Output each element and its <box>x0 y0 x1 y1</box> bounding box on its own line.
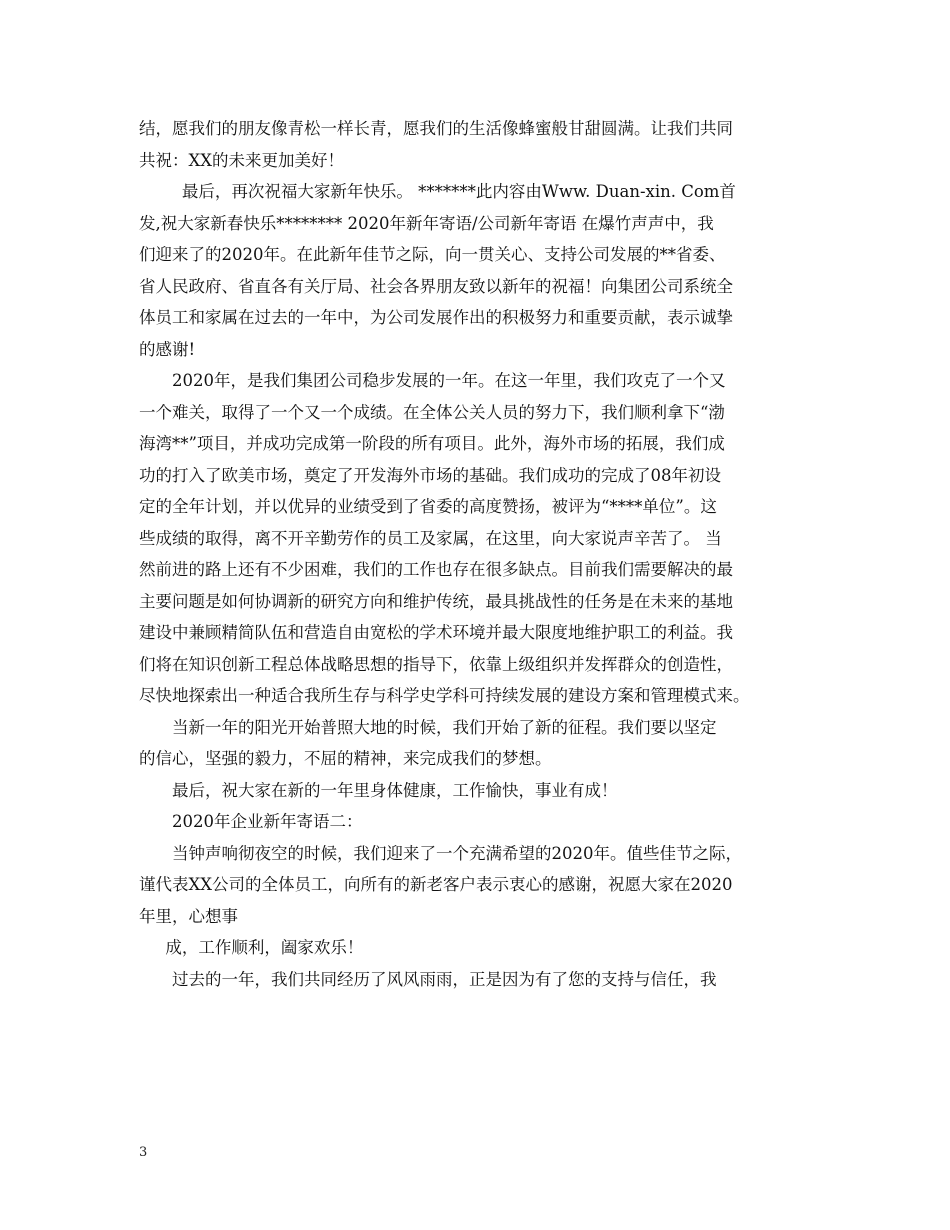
text-line: 定的全年计划，并以优异的业绩受到了省委的高度赞扬，被评为“****单位”。这 <box>139 497 717 516</box>
text-line: 一个难关，取得了一个又一个成绩。在全体公关人员的努力下，我们顺利拿下“渤 <box>139 402 725 422</box>
text-line: 省人民政府、省直各有关厅局、社会各界朋友致以新年的祝福！向集团公司系统全 <box>139 276 733 296</box>
text-line: 年里，心想事 <box>139 906 238 926</box>
text-line: 谨代表XX公司的全体员工，向所有的新老客户表示衷心的感谢，祝愿大家在2020 <box>139 875 733 894</box>
text-line: 们将在知识创新工程总体战略思想的指导下，依靠上级组织并发挥群众的创造性， <box>139 654 733 674</box>
text-line: 的信心，坚强的毅力，不屈的精神，来完成我们的梦想。 <box>139 749 552 768</box>
text-line: 建设中兼顾精简队伍和营造自由宽松的学术环境并最大限度地维护职工的利益。我 <box>139 623 733 642</box>
text-line: 然前进的路上还有不少困难，我们的工作也存在很多缺点。目前我们需要解决的最 <box>139 560 733 579</box>
text-line: 发,祝大家新春快乐******** 2020年新年寄语/公司新年寄语 在爆竹声声中，我 <box>139 213 714 233</box>
text-line: 过去的一年，我们共同经历了风风雨雨，正是因为有了您的支持与信任，我 <box>172 969 717 989</box>
text-line: 2020年，是我们集团公司稳步发展的一年。在这一年里，我们攻克了一个又 <box>172 371 726 390</box>
text-line: 们迎来了的2020年。在此新年佳节之际，向一贯关心、支持公司发展的**省委、 <box>139 245 726 264</box>
text-line: 当钟声响彻夜空的时候，我们迎来了一个充满希望的2020年。值些佳节之际， <box>172 843 742 863</box>
text-line: 的感谢! <box>139 339 196 359</box>
text-line: 体员工和家属在过去的一年中，为公司发展作出的积极努力和重要贡献，表示诚挚 <box>139 308 733 327</box>
text-line: 2020年企业新年寄语二： <box>172 812 363 831</box>
page-number: 3 <box>139 1145 148 1160</box>
text-line: 结，愿我们的朋友像青松一样长青，愿我们的生活像蜂蜜般甘甜圆满。让我们共同 <box>139 119 733 138</box>
text-line: 主要问题是如何协调新的研究方向和维护传统，最具挑战性的任务是在未来的基地 <box>139 591 733 611</box>
text-line: 当新一年的阳光开始普照大地的时候，我们开始了新的征程。我们要以坚定 <box>172 717 717 737</box>
text-line: 些成绩的取得，离不开辛勤劳作的员工及家属，在这里，向大家说声辛苦了。 当 <box>139 528 722 548</box>
text-line: 成，工作顺利，阖家欢乐！ <box>165 938 364 957</box>
text-line: 尽快地探索出一种适合我所生存与科学史学科可持续发展的建设方案和管理模式来。 <box>139 686 750 705</box>
text-line: 最后，再次祝福大家新年快乐。 *******此内容由Www. Duan-xin. Com首 <box>181 182 736 201</box>
text-line: 最后，祝大家在新的一年里身体健康，工作愉快，事业有成！ <box>172 780 618 800</box>
text-line: 功的打入了欧美市场，奠定了开发海外市场的基础。我们成功的完成了08年初设 <box>139 465 721 485</box>
text-line: 海湾**”项目，并成功完成第一阶段的所有项目。此外，海外市场的拓展，我们成 <box>139 434 725 453</box>
text-line: 共祝：XX的未来更加美好！ <box>139 150 344 170</box>
body-text <box>139 113 829 995</box>
